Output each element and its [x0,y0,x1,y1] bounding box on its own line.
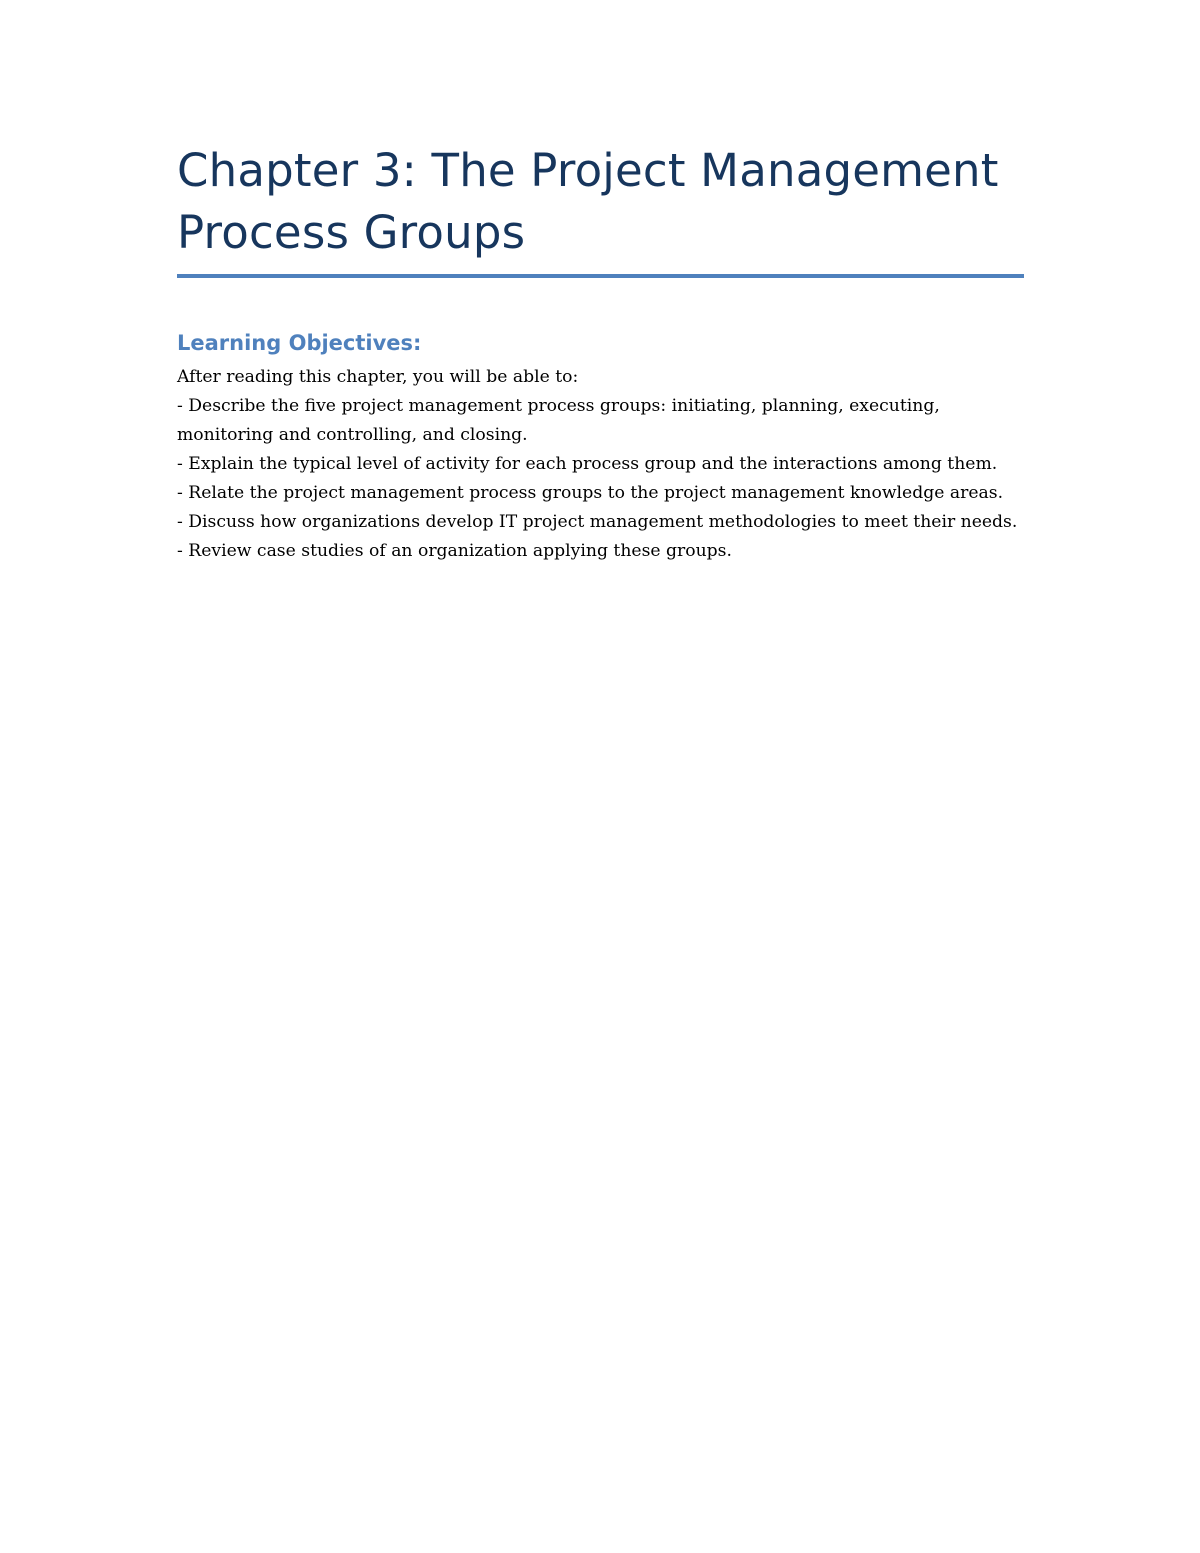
objective-item: - Describe the five project management process groups: initiating, planning, executing, monitoring and controlling, and closing. [177,396,940,445]
objective-item: - Explain the typical level of activity for each process group and the interactions among them. [177,454,998,474]
chapter-title-line-1: Chapter 3: The Project Management [177,144,999,197]
chapter-title [177,140,1024,264]
learning-objectives-heading: Learning Objectives: [177,331,422,355]
learning-objectives-body [177,363,1024,566]
chapter-title-line-2: Process Groups [177,206,526,259]
objective-item: - Relate the project management process groups to the project management knowledge areas. [177,483,1004,503]
title-underline-rule [177,274,1024,278]
objective-item: - Review case studies of an organization applying these groups. [177,541,732,561]
page-content [177,140,1024,566]
objective-item: - Discuss how organizations develop IT project management methodologies to meet their needs. [177,512,1018,532]
objectives-intro: After reading this chapter, you will be able to: [177,367,579,387]
